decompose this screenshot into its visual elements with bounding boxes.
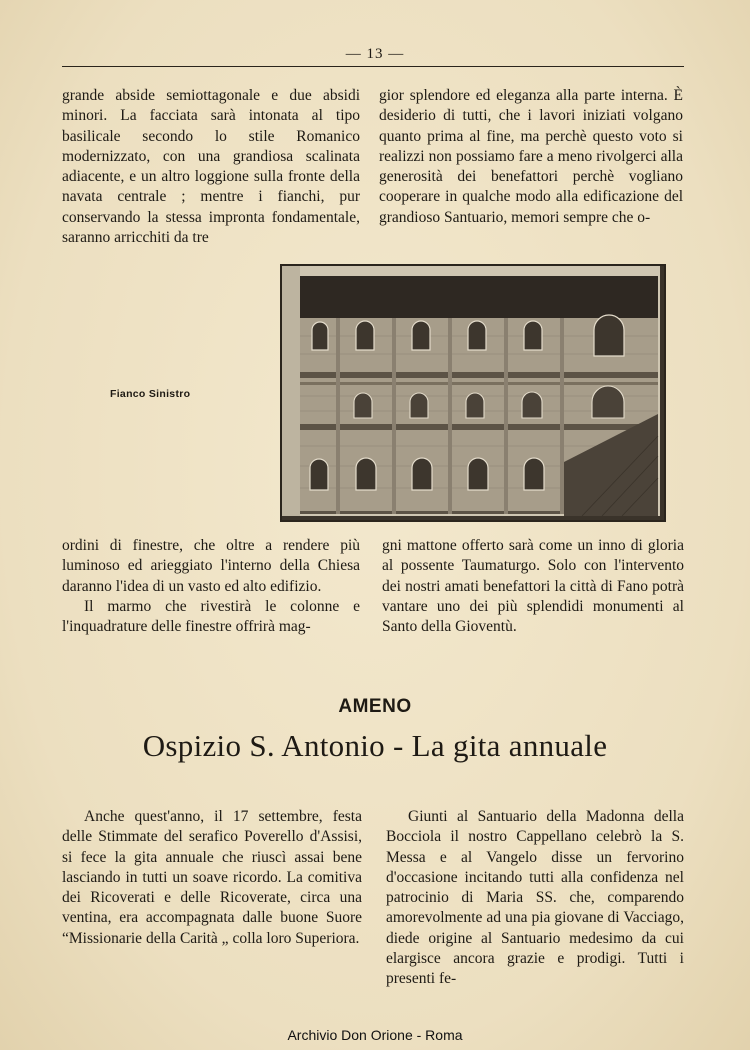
article-bottom-right-column — [386, 807, 684, 990]
paragraph: Anche quest'anno, il 17 settembre, festa delle Stimmate del serafico Poverello d'Assisi, si fece la gita annuale che riuscì assai bene lasciando in tutti un soave ricordo. La comitiva dei Ricoverati e delle Ricoverate, circa una ventina, era accompagnata dalle buone Suore “Missionarie della Carità „ colla loro Superiora. — [62, 808, 362, 947]
article-top-left-column-continued — [62, 536, 360, 637]
paragraph: Il marmo che rivestirà le colonne e l'inquadrature delle finestre offrirà mag- — [62, 597, 360, 636]
paragraph: gior splendore ed eleganza alla parte interna. È desiderio di tutti, che i lavori iniziati volgano quanto prima al fine, ma perchè questo voto si realizzi non possiamo fare a meno rivolgerci alla generosità dei benefattori perchè vogliano cooperare in qualche modo alla edificazione del grandioso Santuario, memori sempre che o- — [379, 87, 683, 226]
paragraph: ordini di finestre, che oltre a rendere più luminoso ed arieggiato l'interno della Chiesa daranno l'idea di un vasto ed alto edifizio. — [62, 537, 360, 595]
figure-caption: Fianco Sinistro — [110, 388, 191, 400]
article-bottom-left-column — [62, 807, 362, 949]
paragraph: gni mattone offerto sarà come un inno di gloria al possente Taumaturgo. Solo con l'intervento dei nostri amati benefattori la città di Fano potrà vantare uno dei più splendidi monumenti al Santo della Gioventù. — [382, 537, 684, 636]
paragraph: Giunti al Santuario della Madonna della Bocciola il nostro Cappellano celebrò la S. Messa e al Vangelo disse un fervorino d'occasione incitando tutti alla confidenza nel patrocinio di Maria SS. che, comparendo amorevolmente ad una pia giovane di Vacciago, diede origine al Santuario medesimo da cui elargisce ancora grazie e prodigi. Tutti i presenti fe- — [386, 808, 684, 988]
article-title: Ospizio S. Antonio - La gita annuale — [142, 728, 608, 763]
header-rule — [62, 66, 684, 67]
article-top-right-column — [379, 86, 683, 228]
archive-credit: Archivio Don Orione - Roma — [287, 1027, 463, 1043]
paragraph: grande abside semiottagonale e due absidi minori. La facciata sarà intonata al tipo basilicale secondo lo stile Romanico modernizzato, con una grandiosa scalinata adiacente, e un altro loggione sulla fronte della navata centrale ; mentre i fianchi, pur conservando la stessa impronta fondamentale, saranno arricchiti da tre — [62, 87, 360, 247]
section-label: AMENO — [338, 696, 412, 717]
page-number: — 13 — — [345, 46, 405, 62]
article-top-left-column — [62, 86, 360, 248]
article-top-right-column-continued — [382, 536, 684, 637]
church-flank-illustration — [280, 264, 666, 522]
